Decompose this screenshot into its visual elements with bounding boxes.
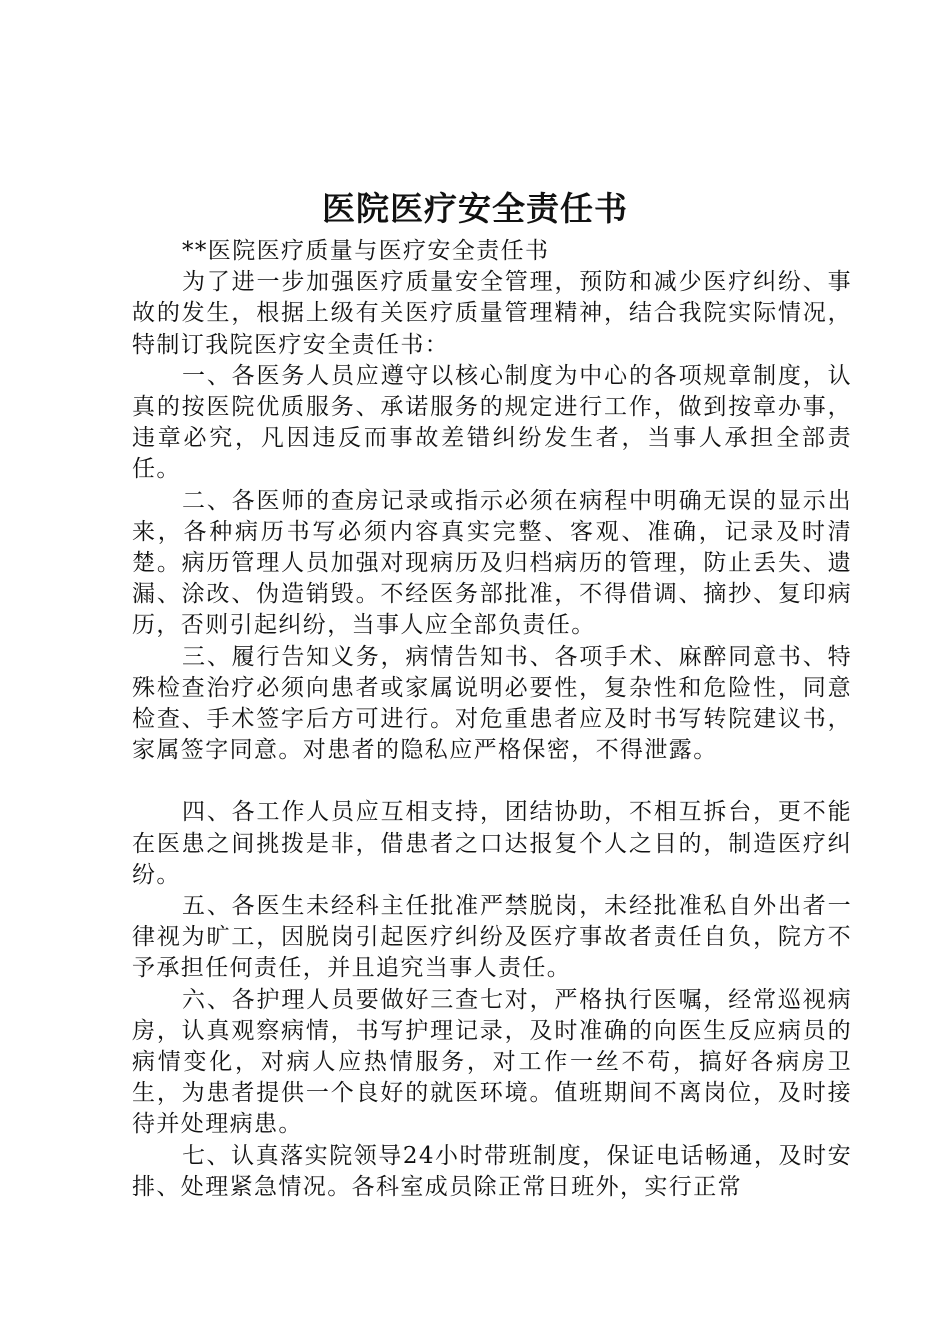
paragraph-clause-7: 七、认真落实院领导24小时带班制度，保证电话畅通，及时安排、处理紧急情况。各科室成员除正常日班外，实行正常 bbox=[132, 1142, 852, 1200]
paragraph-clause-4: 四、各工作人员应互相支持，团结协助，不相互拆台，更不能在医患之间挑拨是非，借患者之口达报复个人之目的，制造医疗纠纷。 bbox=[132, 799, 852, 888]
document-title: 医院医疗安全责任书 bbox=[322, 189, 628, 228]
paragraph-clause-1: 一、各医务人员应遵守以核心制度为中心的各项规章制度，认真的按医院优质服务、承诺服务的规定进行工作，做到按章办事，违章必究，凡因违反而事故差错纠纷发生者，当事人承担全部责任。 bbox=[132, 362, 852, 483]
paragraph-clause-6: 六、各护理人员要做好三查七对，严格执行医嘱，经常巡视病房，认真观察病情，书写护理记录，及时准确的向医生反应病员的病情变化，对病人应热情服务，对工作一丝不苟，搞好各病房卫生，为患者提供一个良好的就医环境。值班期间不离岗位，及时接待并处理病患。 bbox=[132, 986, 852, 1138]
document-subtitle: **医院医疗质量与医疗安全责任书 bbox=[182, 238, 550, 264]
paragraph-intro: 为了进一步加强医疗质量安全管理，预防和减少医疗纠纷、事故的发生，根据上级有关医疗质量管理精神，结合我院实际情况，特制订我院医疗安全责任书： bbox=[132, 269, 852, 358]
paragraph-clause-2: 二、各医师的查房记录或指示必须在病程中明确无误的显示出来，各种病历书写必须内容真实完整、客观、准确，记录及时清楚。病历管理人员加强对现病历及归档病历的管理，防止丢失、遗漏、涂改、伪造销毁。不经医务部批准，不得借调、摘抄、复印病历，否则引起纠纷，当事人应全部负责任。 bbox=[132, 487, 852, 639]
paragraph-clause-3: 三、履行告知义务，病情告知书、各项手术、麻醉同意书、特殊检查治疗必须向患者或家属说明必要性，复杂性和危险性，同意检查、手术签字后方可进行。对危重患者应及时书写转院建议书，家属签字同意。对患者的隐私应严格保密，不得泄露。 bbox=[132, 643, 852, 764]
paragraph-clause-5: 五、各医生未经科主任批准严禁脱岗，未经批准私自外出者一律视为旷工，因脱岗引起医疗纠纷及医疗事故者责任自负，院方不予承担任何责任，并且追究当事人责任。 bbox=[132, 893, 852, 982]
document-body bbox=[132, 236, 852, 1203]
